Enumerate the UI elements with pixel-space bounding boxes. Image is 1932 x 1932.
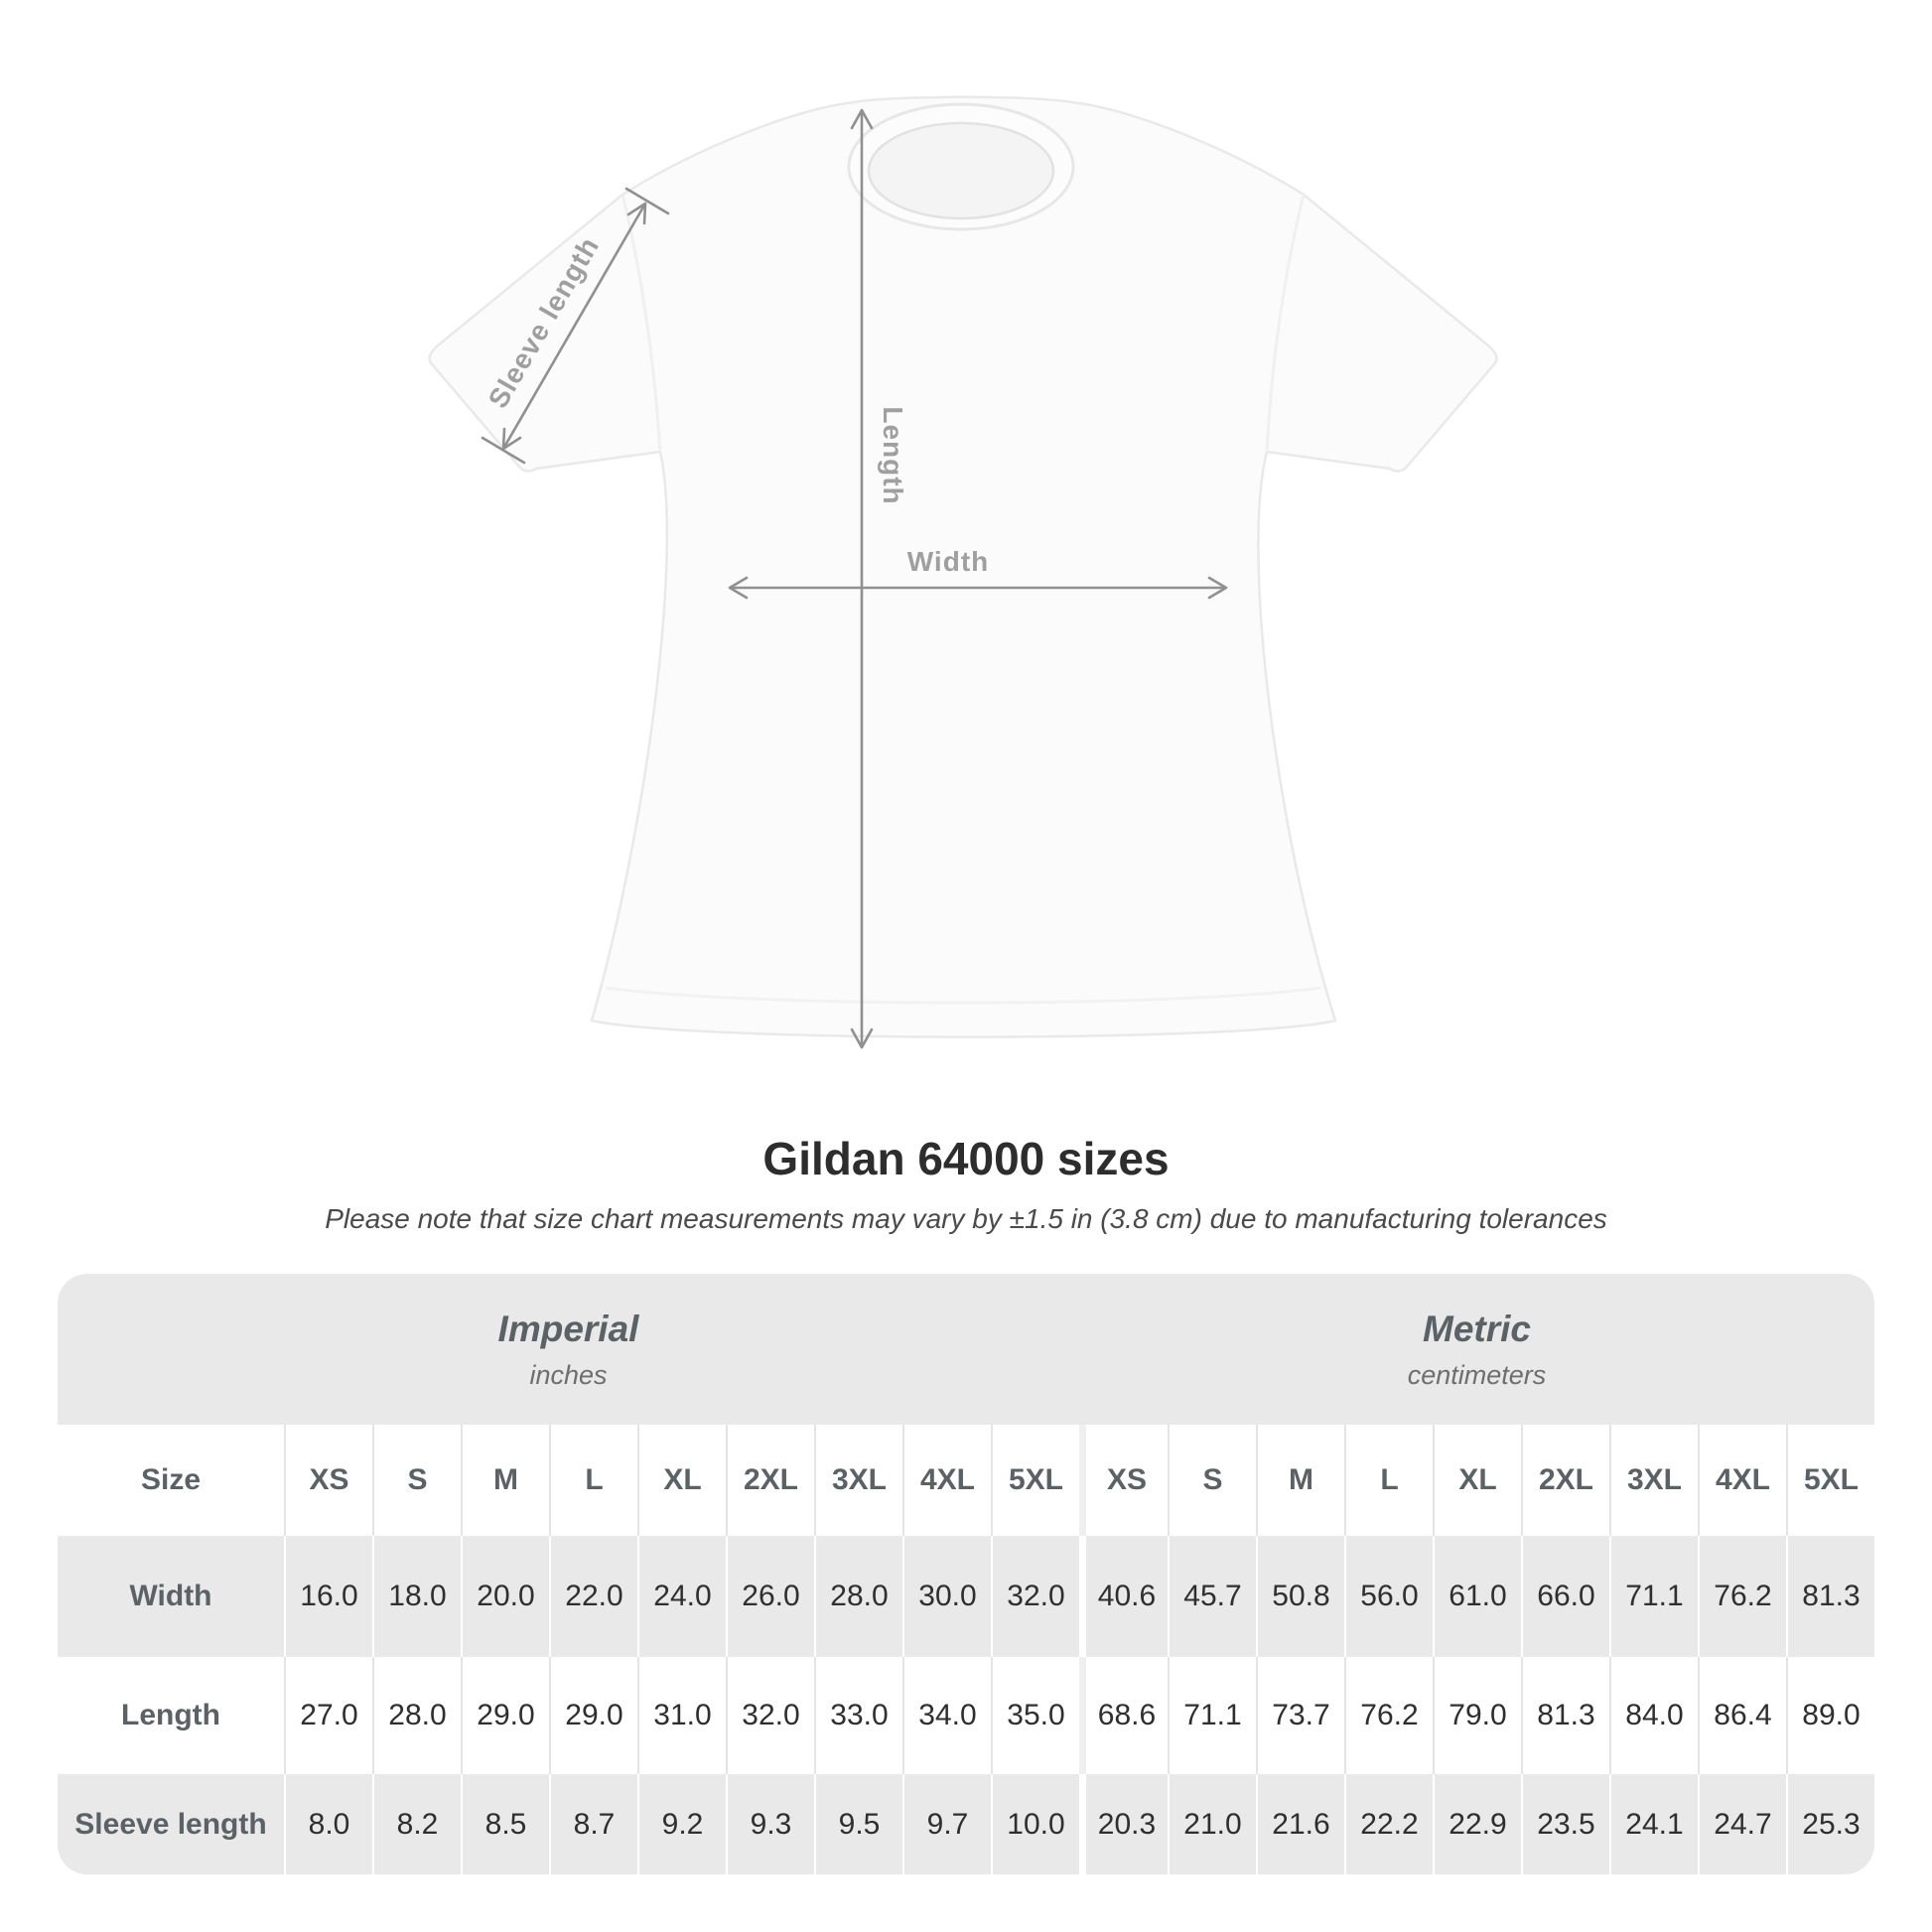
value-cell: 33.0: [814, 1657, 902, 1774]
value-cell: 40.6: [1079, 1536, 1168, 1657]
value-cell: 76.2: [1344, 1657, 1433, 1774]
value-cell: 31.0: [637, 1657, 726, 1774]
row-label-cell: Width: [58, 1536, 284, 1657]
value-cell: 79.0: [1433, 1657, 1521, 1774]
value-cell: 28.0: [372, 1657, 461, 1774]
value-cell: 73.7: [1256, 1657, 1344, 1774]
metric-header: [1079, 1274, 1874, 1425]
value-cell: 24.7: [1698, 1774, 1786, 1874]
size-header-cell: S: [1168, 1425, 1256, 1536]
value-cell: 8.7: [549, 1774, 637, 1874]
size-header-cell: L: [1344, 1425, 1433, 1536]
value-cell: 9.5: [814, 1774, 902, 1874]
imperial-sublabel: inches: [529, 1359, 608, 1390]
size-header-cell: 2XL: [1521, 1425, 1609, 1536]
imperial-label: Imperial: [497, 1308, 639, 1349]
size-header-cell: L: [549, 1425, 637, 1536]
metric-sublabel: centimeters: [1407, 1359, 1547, 1390]
value-cell: 22.0: [549, 1536, 637, 1657]
value-cell: 20.0: [461, 1536, 549, 1657]
value-cell: 8.5: [461, 1774, 549, 1874]
value-cell: 35.0: [991, 1657, 1079, 1774]
value-cell: 71.1: [1609, 1536, 1698, 1657]
value-cell: 9.7: [902, 1774, 991, 1874]
sleeve-length-label: Sleeve length: [482, 231, 606, 414]
value-cell: 32.0: [991, 1536, 1079, 1657]
value-cell: 8.2: [372, 1774, 461, 1874]
size-header-cell: 3XL: [1609, 1425, 1698, 1536]
value-cell: 89.0: [1786, 1657, 1874, 1774]
value-cell: 81.3: [1521, 1657, 1609, 1774]
value-cell: 22.2: [1344, 1774, 1433, 1874]
value-cell: 61.0: [1433, 1536, 1521, 1657]
size-header-cell: XL: [637, 1425, 726, 1536]
size-header-cell: XS: [1079, 1425, 1168, 1536]
table-unit-header-band: [58, 1274, 1874, 1425]
value-cell: 50.8: [1256, 1536, 1344, 1657]
value-cell: 22.9: [1433, 1774, 1521, 1874]
value-cell: 20.3: [1079, 1774, 1168, 1874]
value-cell: 56.0: [1344, 1536, 1433, 1657]
row-label-cell: Length: [58, 1657, 284, 1774]
value-cell: 25.3: [1786, 1774, 1874, 1874]
size-header-cell: 4XL: [1698, 1425, 1786, 1536]
page-title: Gildan 64000 sizes: [762, 1133, 1170, 1184]
value-cell: 30.0: [902, 1536, 991, 1657]
value-cell: 71.1: [1168, 1657, 1256, 1774]
value-cell: 26.0: [726, 1536, 814, 1657]
value-cell: 81.3: [1786, 1536, 1874, 1657]
value-cell: 86.4: [1698, 1657, 1786, 1774]
value-cell: 29.0: [549, 1657, 637, 1774]
value-cell: 23.5: [1521, 1774, 1609, 1874]
value-cell: 27.0: [284, 1657, 372, 1774]
value-cell: 21.0: [1168, 1774, 1256, 1874]
length-label: Length: [878, 406, 908, 505]
size-header-cell: 5XL: [991, 1425, 1079, 1536]
size-header-cell: S: [372, 1425, 461, 1536]
value-cell: 29.0: [461, 1657, 549, 1774]
value-cell: 68.6: [1079, 1657, 1168, 1774]
row-label-cell: Sleeve length: [58, 1774, 284, 1874]
value-cell: 28.0: [814, 1536, 902, 1657]
size-header-cell: 5XL: [1786, 1425, 1874, 1536]
size-header-cell: M: [461, 1425, 549, 1536]
size-header-cell: 4XL: [902, 1425, 991, 1536]
value-cell: 8.0: [284, 1774, 372, 1874]
size-header-cell: XS: [284, 1425, 372, 1536]
size-table: [58, 1274, 1874, 1874]
value-cell: 10.0: [991, 1774, 1079, 1874]
metric-label: Metric: [1423, 1308, 1531, 1349]
size-column-header: Size: [58, 1425, 284, 1536]
size-header-cell: 3XL: [814, 1425, 902, 1536]
size-header-cell: M: [1256, 1425, 1344, 1536]
imperial-header: [58, 1274, 1079, 1425]
value-cell: 34.0: [902, 1657, 991, 1774]
value-cell: 66.0: [1521, 1536, 1609, 1657]
value-cell: 76.2: [1698, 1536, 1786, 1657]
value-cell: 24.0: [637, 1536, 726, 1657]
size-header-cell: XL: [1433, 1425, 1521, 1536]
value-cell: 21.6: [1256, 1774, 1344, 1874]
value-cell: 84.0: [1609, 1657, 1698, 1774]
page-subtitle: Please note that size chart measurements may vary by ±1.5 in (3.8 cm) due to manufacturing tolerances: [325, 1203, 1607, 1234]
value-cell: 18.0: [372, 1536, 461, 1657]
width-label: Width: [906, 546, 990, 577]
value-cell: 16.0: [284, 1536, 372, 1657]
value-cell: 24.1: [1609, 1774, 1698, 1874]
value-cell: 9.3: [726, 1774, 814, 1874]
value-cell: 9.2: [637, 1774, 726, 1874]
size-header-cell: 2XL: [726, 1425, 814, 1536]
value-cell: 32.0: [726, 1657, 814, 1774]
value-cell: 45.7: [1168, 1536, 1256, 1657]
